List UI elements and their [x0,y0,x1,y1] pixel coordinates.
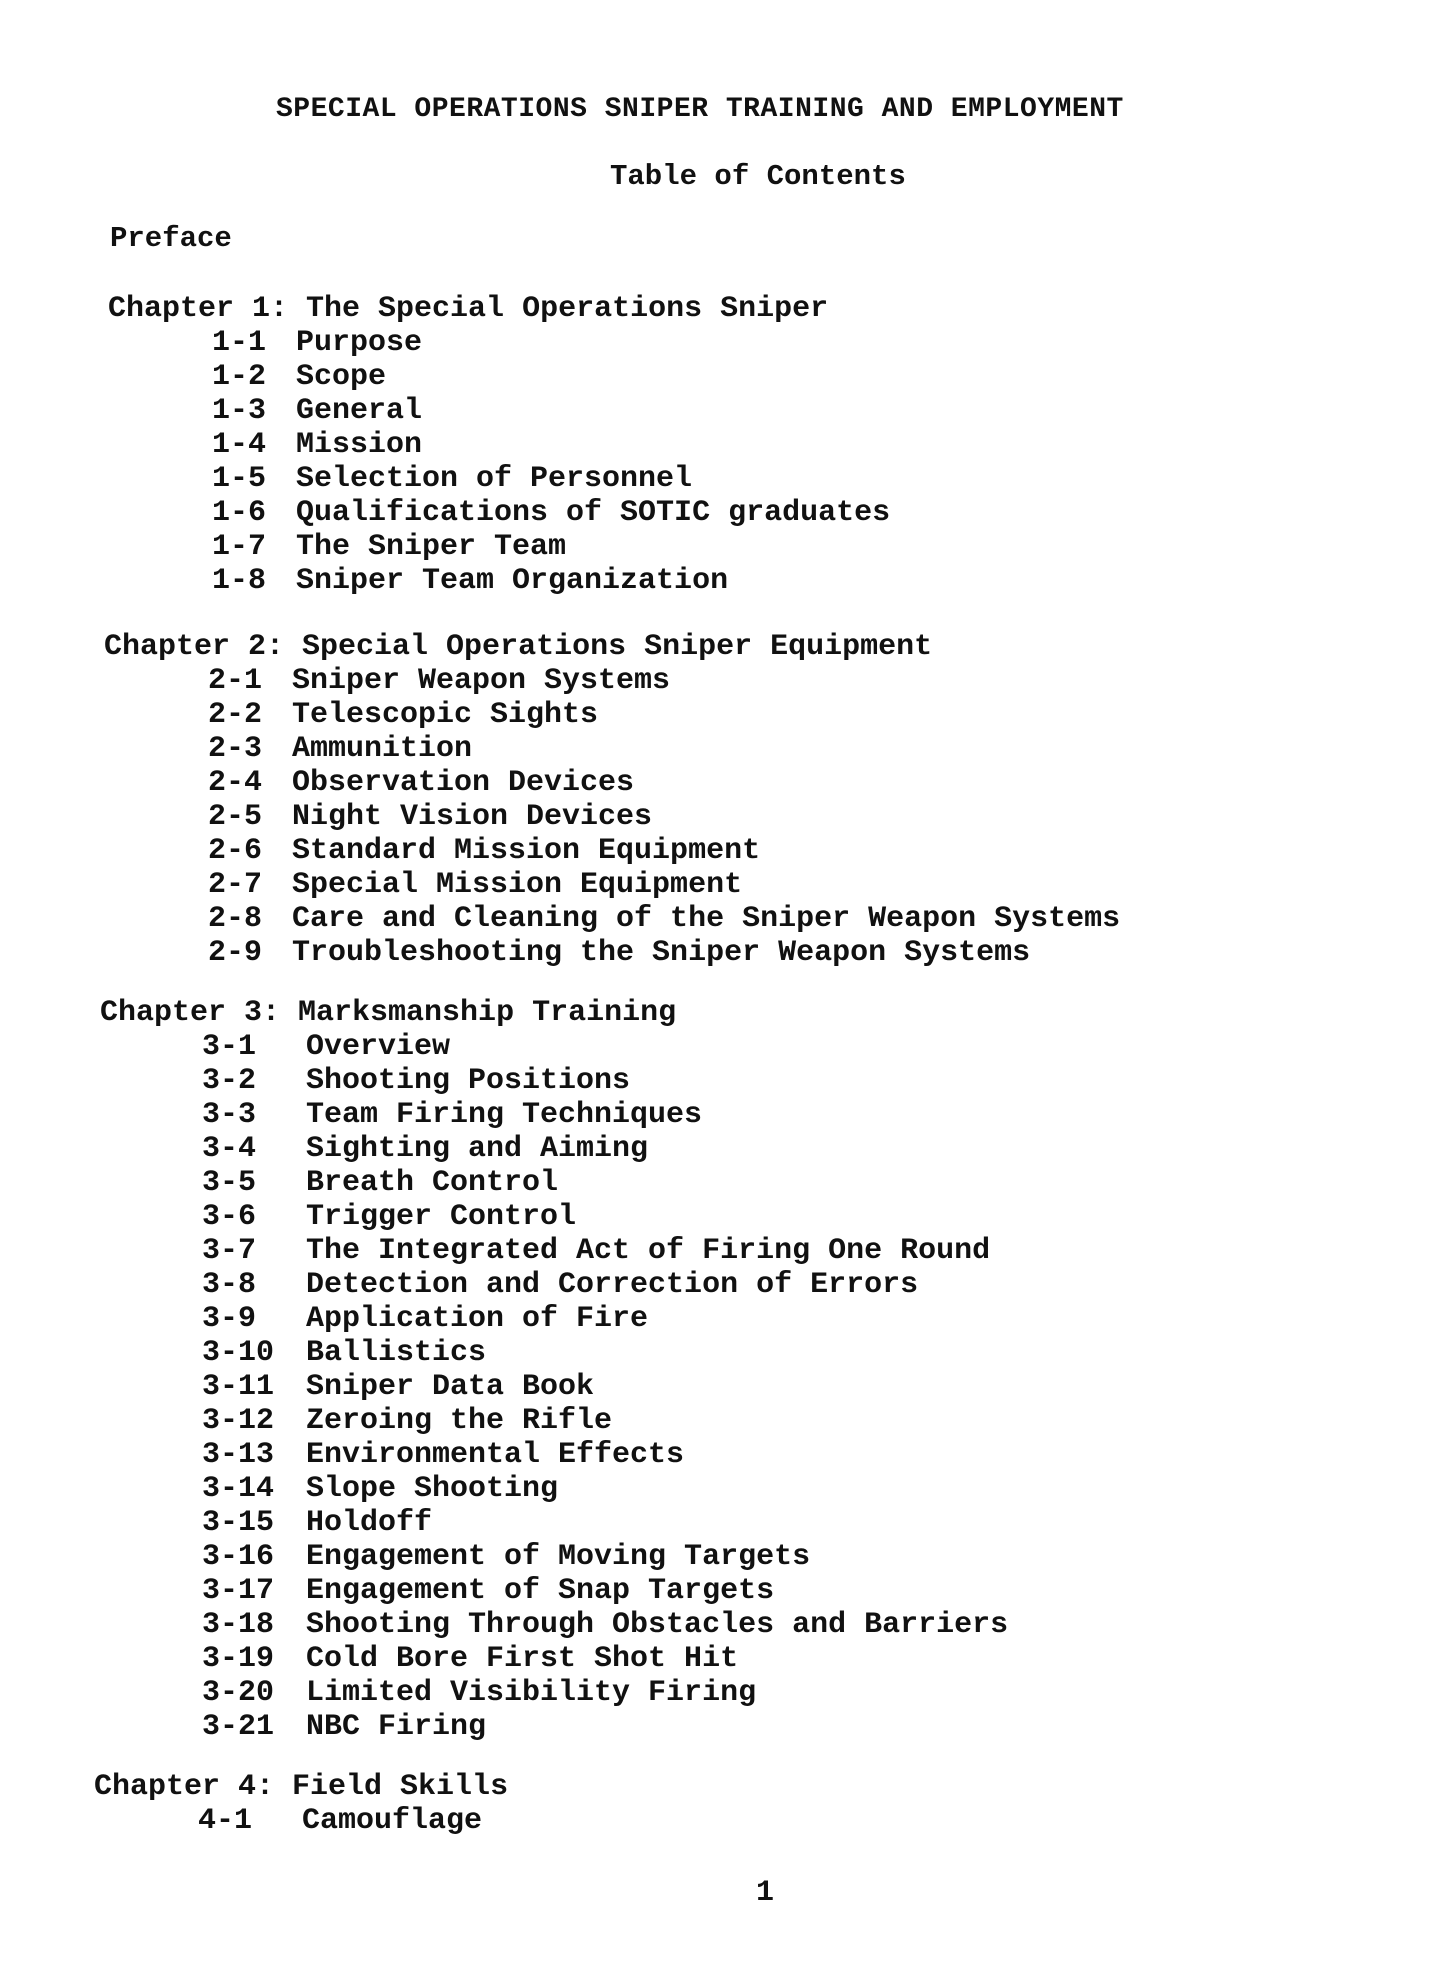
toc-section [202,1540,1008,1574]
section-title: Sighting and Aiming [306,1132,649,1166]
toc-section [202,1574,1008,1608]
section-title: Shooting Through Obstacles and Barriers [306,1608,1009,1642]
toc-section [208,698,1120,732]
toc-section [208,902,1120,936]
section-title: Sniper Data Book [306,1370,595,1404]
section-number: 2-3 [208,732,263,766]
section-number: 3-20 [202,1676,275,1710]
section-number: 3-19 [202,1642,275,1676]
toc-section [212,428,890,462]
toc-section [202,1506,1008,1540]
toc-section [202,1132,1008,1166]
toc-section [202,1676,1008,1710]
section-title: Camouflage [302,1804,483,1838]
toc-section [202,1472,1008,1506]
section-number: 1-4 [212,428,267,462]
toc-heading: Table of Contents [610,160,906,193]
toc-section [202,1438,1008,1472]
section-number: 3-14 [202,1472,275,1506]
toc-section [208,766,1120,800]
section-number: 3-9 [202,1302,257,1336]
section-title: Engagement of Snap Targets [306,1574,775,1608]
toc-section [202,1608,1008,1642]
chapter-3 [100,996,1008,1744]
toc-section [202,1030,1008,1064]
section-number: 3-6 [202,1200,257,1234]
section-title: Scope [296,360,387,394]
toc-section [202,1166,1008,1200]
section-title: General [296,394,423,428]
chapter-title: Chapter 3: Marksmanship Training [100,996,677,1030]
section-number: 3-15 [202,1506,275,1540]
section-number: 2-5 [208,800,263,834]
preface-entry: Preface [110,222,232,255]
section-number: 1-5 [212,462,267,496]
toc-section [198,1804,508,1838]
section-title: Environmental Effects [306,1438,685,1472]
chapter-4 [94,1770,508,1838]
toc-section [202,1404,1008,1438]
section-number: 3-4 [202,1132,257,1166]
section-title: Mission [296,428,423,462]
section-title: Engagement of Moving Targets [306,1540,811,1574]
toc-section [202,1302,1008,1336]
section-number: 2-7 [208,868,263,902]
section-title: Breath Control [306,1166,559,1200]
section-title: Selection of Personnel [296,462,693,496]
section-title: Special Mission Equipment [292,868,743,902]
section-title: Application of Fire [306,1302,649,1336]
section-number: 4-1 [198,1804,253,1838]
section-number: 3-7 [202,1234,257,1268]
section-title: Overview [306,1030,451,1064]
chapter-title: Chapter 2: Special Operations Sniper Equipment [104,630,933,664]
section-number: 3-16 [202,1540,275,1574]
section-title: Trigger Control [306,1200,577,1234]
toc-section [202,1370,1008,1404]
toc-section [208,664,1120,698]
section-title: NBC Firing [306,1710,487,1744]
toc-section [212,360,890,394]
toc-section [202,1064,1008,1098]
section-title: Slope Shooting [306,1472,559,1506]
toc-section [208,936,1120,970]
section-title: Zeroing the Rifle [306,1404,613,1438]
toc-section [212,564,890,598]
chapter-1 [108,292,890,598]
toc-section [208,834,1120,868]
toc-section [202,1098,1008,1132]
chapter-2 [104,630,1120,970]
section-title: Detection and Correction of Errors [306,1268,919,1302]
toc-section [212,530,890,564]
section-title: Purpose [296,326,423,360]
section-number: 2-8 [208,902,263,936]
toc-section [202,1234,1008,1268]
section-number: 1-6 [212,496,267,530]
section-title: Troubleshooting the Sniper Weapon Systems [292,936,1031,970]
section-number: 3-21 [202,1710,275,1744]
section-title: Sniper Weapon Systems [292,664,671,698]
section-number: 3-11 [202,1370,275,1404]
toc-section [212,326,890,360]
toc-section [212,496,890,530]
section-number: 3-5 [202,1166,257,1200]
toc-section [208,868,1120,902]
toc-section [202,1200,1008,1234]
toc-section [202,1268,1008,1302]
toc-section [202,1336,1008,1370]
section-number: 1-3 [212,394,267,428]
section-number: 3-2 [202,1064,257,1098]
section-number: 2-6 [208,834,263,868]
section-number: 3-12 [202,1404,275,1438]
section-title: Observation Devices [292,766,635,800]
section-title: Cold Bore First Shot Hit [306,1642,739,1676]
toc-section [208,800,1120,834]
document-title: SPECIAL OPERATIONS SNIPER TRAINING AND EMPLOYMENT [276,94,1124,125]
section-number: 3-3 [202,1098,257,1132]
section-title: Sniper Team Organization [296,564,729,598]
section-title: Telescopic Sights [292,698,599,732]
toc-section [202,1642,1008,1676]
section-title: Ballistics [306,1336,487,1370]
section-number: 2-9 [208,936,263,970]
section-number: 3-10 [202,1336,275,1370]
section-number: 3-18 [202,1608,275,1642]
section-title: Limited Visibility Firing [306,1676,757,1710]
section-title: Qualifications of SOTIC graduates [296,496,891,530]
section-number: 1-1 [212,326,267,360]
section-number: 2-1 [208,664,263,698]
section-title: Night Vision Devices [292,800,653,834]
section-number: 1-8 [212,564,267,598]
section-title: Team Firing Techniques [306,1098,703,1132]
section-number: 1-7 [212,530,267,564]
section-title: The Integrated Act of Firing One Round [306,1234,991,1268]
section-title: Shooting Positions [306,1064,631,1098]
section-number: 3-8 [202,1268,257,1302]
section-number: 1-2 [212,360,267,394]
section-title: Care and Cleaning of the Sniper Weapon Systems [292,902,1121,936]
section-number: 3-17 [202,1574,275,1608]
page-number: 1 [756,1876,775,1910]
section-number: 3-1 [202,1030,257,1064]
section-title: The Sniper Team [296,530,567,564]
toc-section [212,462,890,496]
section-title: Standard Mission Equipment [292,834,761,868]
chapter-title: Chapter 4: Field Skills [94,1770,509,1804]
toc-section [212,394,890,428]
section-title: Ammunition [292,732,473,766]
toc-section [208,732,1120,766]
chapter-title: Chapter 1: The Special Operations Sniper [108,292,829,326]
section-title: Holdoff [306,1506,433,1540]
section-number: 3-13 [202,1438,275,1472]
toc-section [202,1710,1008,1744]
section-number: 2-2 [208,698,263,732]
section-number: 2-4 [208,766,263,800]
